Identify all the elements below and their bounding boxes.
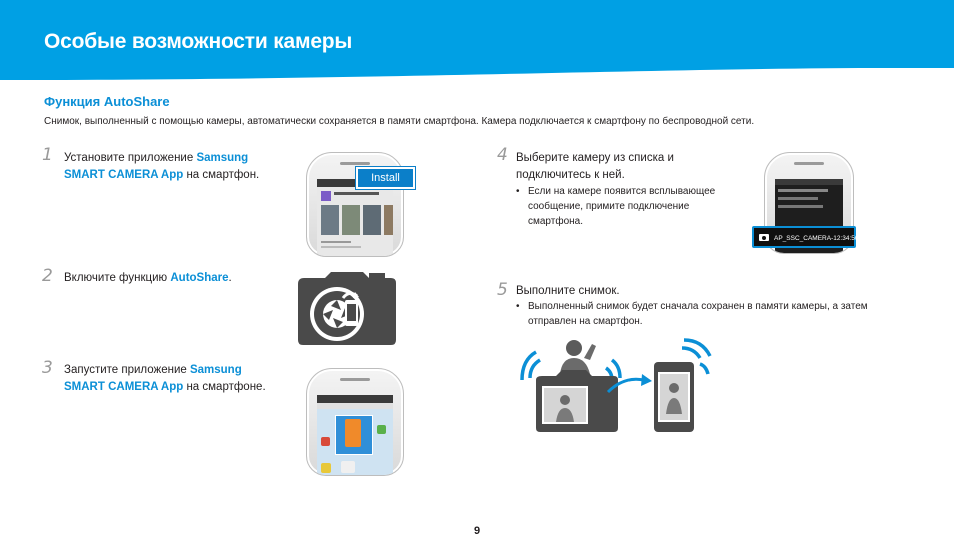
step-1-text <box>64 150 279 184</box>
camera-icon <box>759 234 769 241</box>
step-1-number: 1 <box>42 145 53 165</box>
phone-speaker <box>794 162 824 165</box>
step-5-text: Выполните снимок. <box>516 285 620 297</box>
step-1-phone-screen <box>317 179 393 256</box>
step-4-number: 4 <box>497 145 508 165</box>
section-description: Снимок, выполненный с помощью камеры, автоматически сохраняется в памяти смартфона. Камера подключается к смартфону по беспроводной сети. <box>44 116 755 127</box>
step-2-text-after: . <box>228 272 232 284</box>
step-2-number: 2 <box>42 266 53 286</box>
phone-speaker <box>340 162 370 165</box>
page-number: 9 <box>473 525 481 537</box>
transfer-illustration <box>514 334 720 434</box>
step-1-text-after: на смартфон. <box>183 169 260 181</box>
step-3-text-after: на смартфоне. <box>183 381 266 393</box>
phone-speaker <box>340 378 370 381</box>
step-4-text: Выберите камеру из списка и подключитесь к ней. <box>516 152 674 181</box>
install-button[interactable]: Install <box>356 167 415 189</box>
camera-ap-name: AP_SSC_CAMERA-12:34:56 <box>774 235 859 242</box>
step-3-number: 3 <box>42 358 53 378</box>
camera-ap-list-item[interactable] <box>752 226 859 248</box>
section-title: Функция AutoShare <box>44 94 170 109</box>
step-2-text <box>64 270 279 287</box>
step-2-text-before: Включите функцию <box>64 272 171 284</box>
step-2-feature-name: AutoShare <box>170 272 229 284</box>
step-1-app-name: Samsung SMART CAMERA App <box>64 152 249 181</box>
step-1-text-before: Установите приложение <box>64 152 197 164</box>
step-4-bullet: • Если на камере появится всплывающее сообщение, примите подключение смартфона. <box>516 184 728 229</box>
step-3-phone-illustration <box>306 368 404 476</box>
step-5-bullet: • Выполненный снимок будет сначала сохранен в памяти камеры, а затем отправлен на смартфон. <box>516 299 913 329</box>
header-wave <box>0 58 954 86</box>
step-3-text-before: Запустите приложение <box>64 364 190 376</box>
step-3-app-name: Samsung SMART CAMERA App <box>64 364 242 393</box>
page-title: Особые возможности камеры <box>44 30 353 53</box>
camera-autoshare-icon <box>297 270 398 346</box>
step-5-number: 5 <box>497 280 508 300</box>
step-3-text <box>64 362 279 396</box>
step-3-phone-screen <box>317 395 393 475</box>
